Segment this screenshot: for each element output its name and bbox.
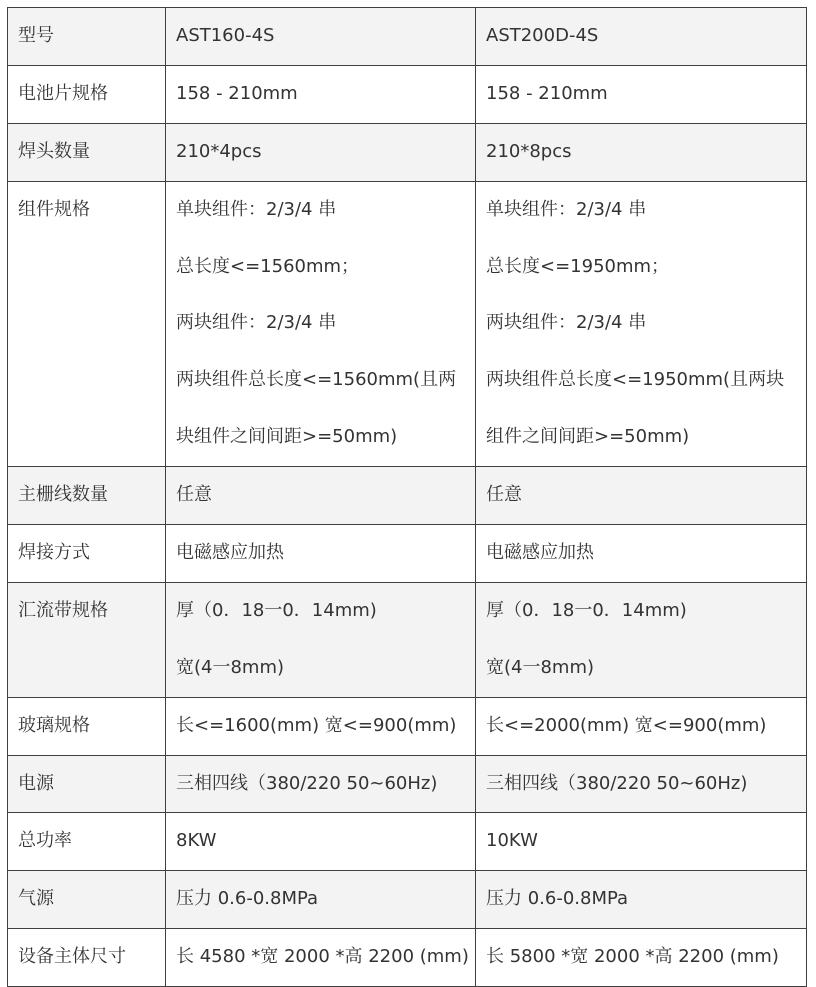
cell-text-line: 158 - 210mm (176, 82, 298, 104)
cell-text-line: 总长度<=1950mm； (486, 255, 670, 277)
cell-text-line: 三相四线（380/220 50~60Hz) (176, 772, 438, 794)
cell-text-line: 8KW (176, 830, 217, 852)
table-row (8, 65, 807, 123)
row-label-cell (8, 467, 166, 525)
ast160-value-cell (166, 813, 476, 871)
cell-text-line: 电磁感应加热 (176, 542, 284, 564)
cell-text-line: 压力 0.6-0.8MPa (176, 888, 319, 910)
ast200d-value-cell (476, 8, 807, 66)
row-label: 汇流带规格 (18, 599, 108, 621)
table-row (8, 871, 807, 929)
row-label-cell (8, 181, 166, 466)
cell-text-line: AST160-4S (176, 25, 275, 46)
row-label-cell (8, 8, 166, 66)
cell-text-line: 两块组件总长度<=1950mm(且两块 (486, 369, 785, 391)
row-label-cell (8, 582, 166, 697)
row-label: 主栅线数量 (18, 484, 108, 506)
cell-text-line: 长<=1600(mm) 宽<=900(mm) (176, 714, 457, 736)
row-label: 电池片规格 (18, 82, 108, 104)
cell-text-line: 压力 0.6-0.8MPa (486, 888, 629, 910)
ast160-value-cell (166, 697, 476, 755)
table-row (8, 181, 807, 466)
cell-text-line: 宽(4一8mm) (486, 656, 595, 678)
spec-table (7, 7, 807, 987)
cell-text-line: 10KW (486, 830, 538, 852)
cell-text-line: 电磁感应加热 (486, 542, 594, 564)
table-row (8, 525, 807, 583)
ast200d-value-cell (476, 123, 807, 181)
row-label: 设备主体尺寸 (18, 946, 126, 968)
cell-text-line: 厚（0．18一0．14mm) (486, 599, 687, 621)
row-label: 组件规格 (18, 198, 90, 220)
ast200d-value-cell (476, 467, 807, 525)
cell-text-line: 任意 (176, 484, 212, 506)
row-label-cell (8, 871, 166, 929)
row-label: 气源 (18, 888, 54, 910)
cell-text-line: 两块组件总长度<=1560mm(且两 (176, 369, 457, 391)
cell-text-line: 总长度<=1560mm； (176, 255, 360, 277)
row-label-cell (8, 697, 166, 755)
ast160-value-cell (166, 181, 476, 466)
ast200d-value-cell (476, 813, 807, 871)
ast160-value-cell (166, 123, 476, 181)
cell-text-line: 长<=2000(mm) 宽<=900(mm) (486, 714, 767, 736)
cell-text-line: 单块组件：2/3/4 串 (176, 198, 337, 220)
cell-text-line: 两块组件：2/3/4 串 (486, 312, 647, 334)
cell-text-line: 两块组件：2/3/4 串 (176, 312, 337, 334)
row-label-cell (8, 123, 166, 181)
row-label: 电源 (18, 772, 54, 794)
ast160-value-cell (166, 525, 476, 583)
row-label-cell (8, 65, 166, 123)
row-label: 焊接方式 (18, 542, 90, 564)
ast160-value-cell (166, 65, 476, 123)
cell-text-line: 长 4580 *宽 2000 *高 2200 (mm) (176, 946, 469, 968)
ast160-value-cell (166, 755, 476, 813)
cell-text-line: AST200D-4S (486, 25, 599, 46)
row-label: 玻璃规格 (18, 714, 90, 736)
ast160-value-cell (166, 8, 476, 66)
ast160-value-cell (166, 582, 476, 697)
ast160-value-cell (166, 467, 476, 525)
ast200d-value-cell (476, 697, 807, 755)
row-label-cell (8, 525, 166, 583)
cell-text-line: 任意 (486, 484, 522, 506)
cell-text-line: 组件之间间距>=50mm) (486, 426, 690, 448)
ast200d-value-cell (476, 65, 807, 123)
cell-text-line: 块组件之间间距>=50mm) (176, 426, 398, 448)
table-row (8, 123, 807, 181)
cell-text-line: 单块组件：2/3/4 串 (486, 198, 647, 220)
ast160-value-cell (166, 871, 476, 929)
ast200d-value-cell (476, 755, 807, 813)
table-row (8, 755, 807, 813)
table-row (8, 8, 807, 66)
cell-text-line: 210*8pcs (486, 140, 572, 162)
table-row (8, 697, 807, 755)
spec-table-body (8, 8, 807, 987)
cell-text-line: 158 - 210mm (486, 82, 608, 104)
table-row (8, 813, 807, 871)
ast200d-value-cell (476, 871, 807, 929)
row-label-cell (8, 755, 166, 813)
ast200d-value-cell (476, 582, 807, 697)
cell-text-line: 宽(4一8mm) (176, 656, 285, 678)
ast200d-value-cell (476, 525, 807, 583)
ast200d-value-cell (476, 181, 807, 466)
table-row (8, 582, 807, 697)
row-label: 总功率 (18, 830, 72, 852)
row-label: 焊头数量 (18, 140, 90, 162)
table-row (8, 467, 807, 525)
cell-text-line: 三相四线（380/220 50~60Hz) (486, 772, 748, 794)
cell-text-line: 210*4pcs (176, 140, 262, 162)
cell-text-line: 厚（0．18一0．14mm) (176, 599, 377, 621)
row-label-cell (8, 813, 166, 871)
row-label: 型号 (18, 25, 54, 46)
cell-text-line: 长 5800 *宽 2000 *高 2200 (mm) (486, 946, 779, 968)
